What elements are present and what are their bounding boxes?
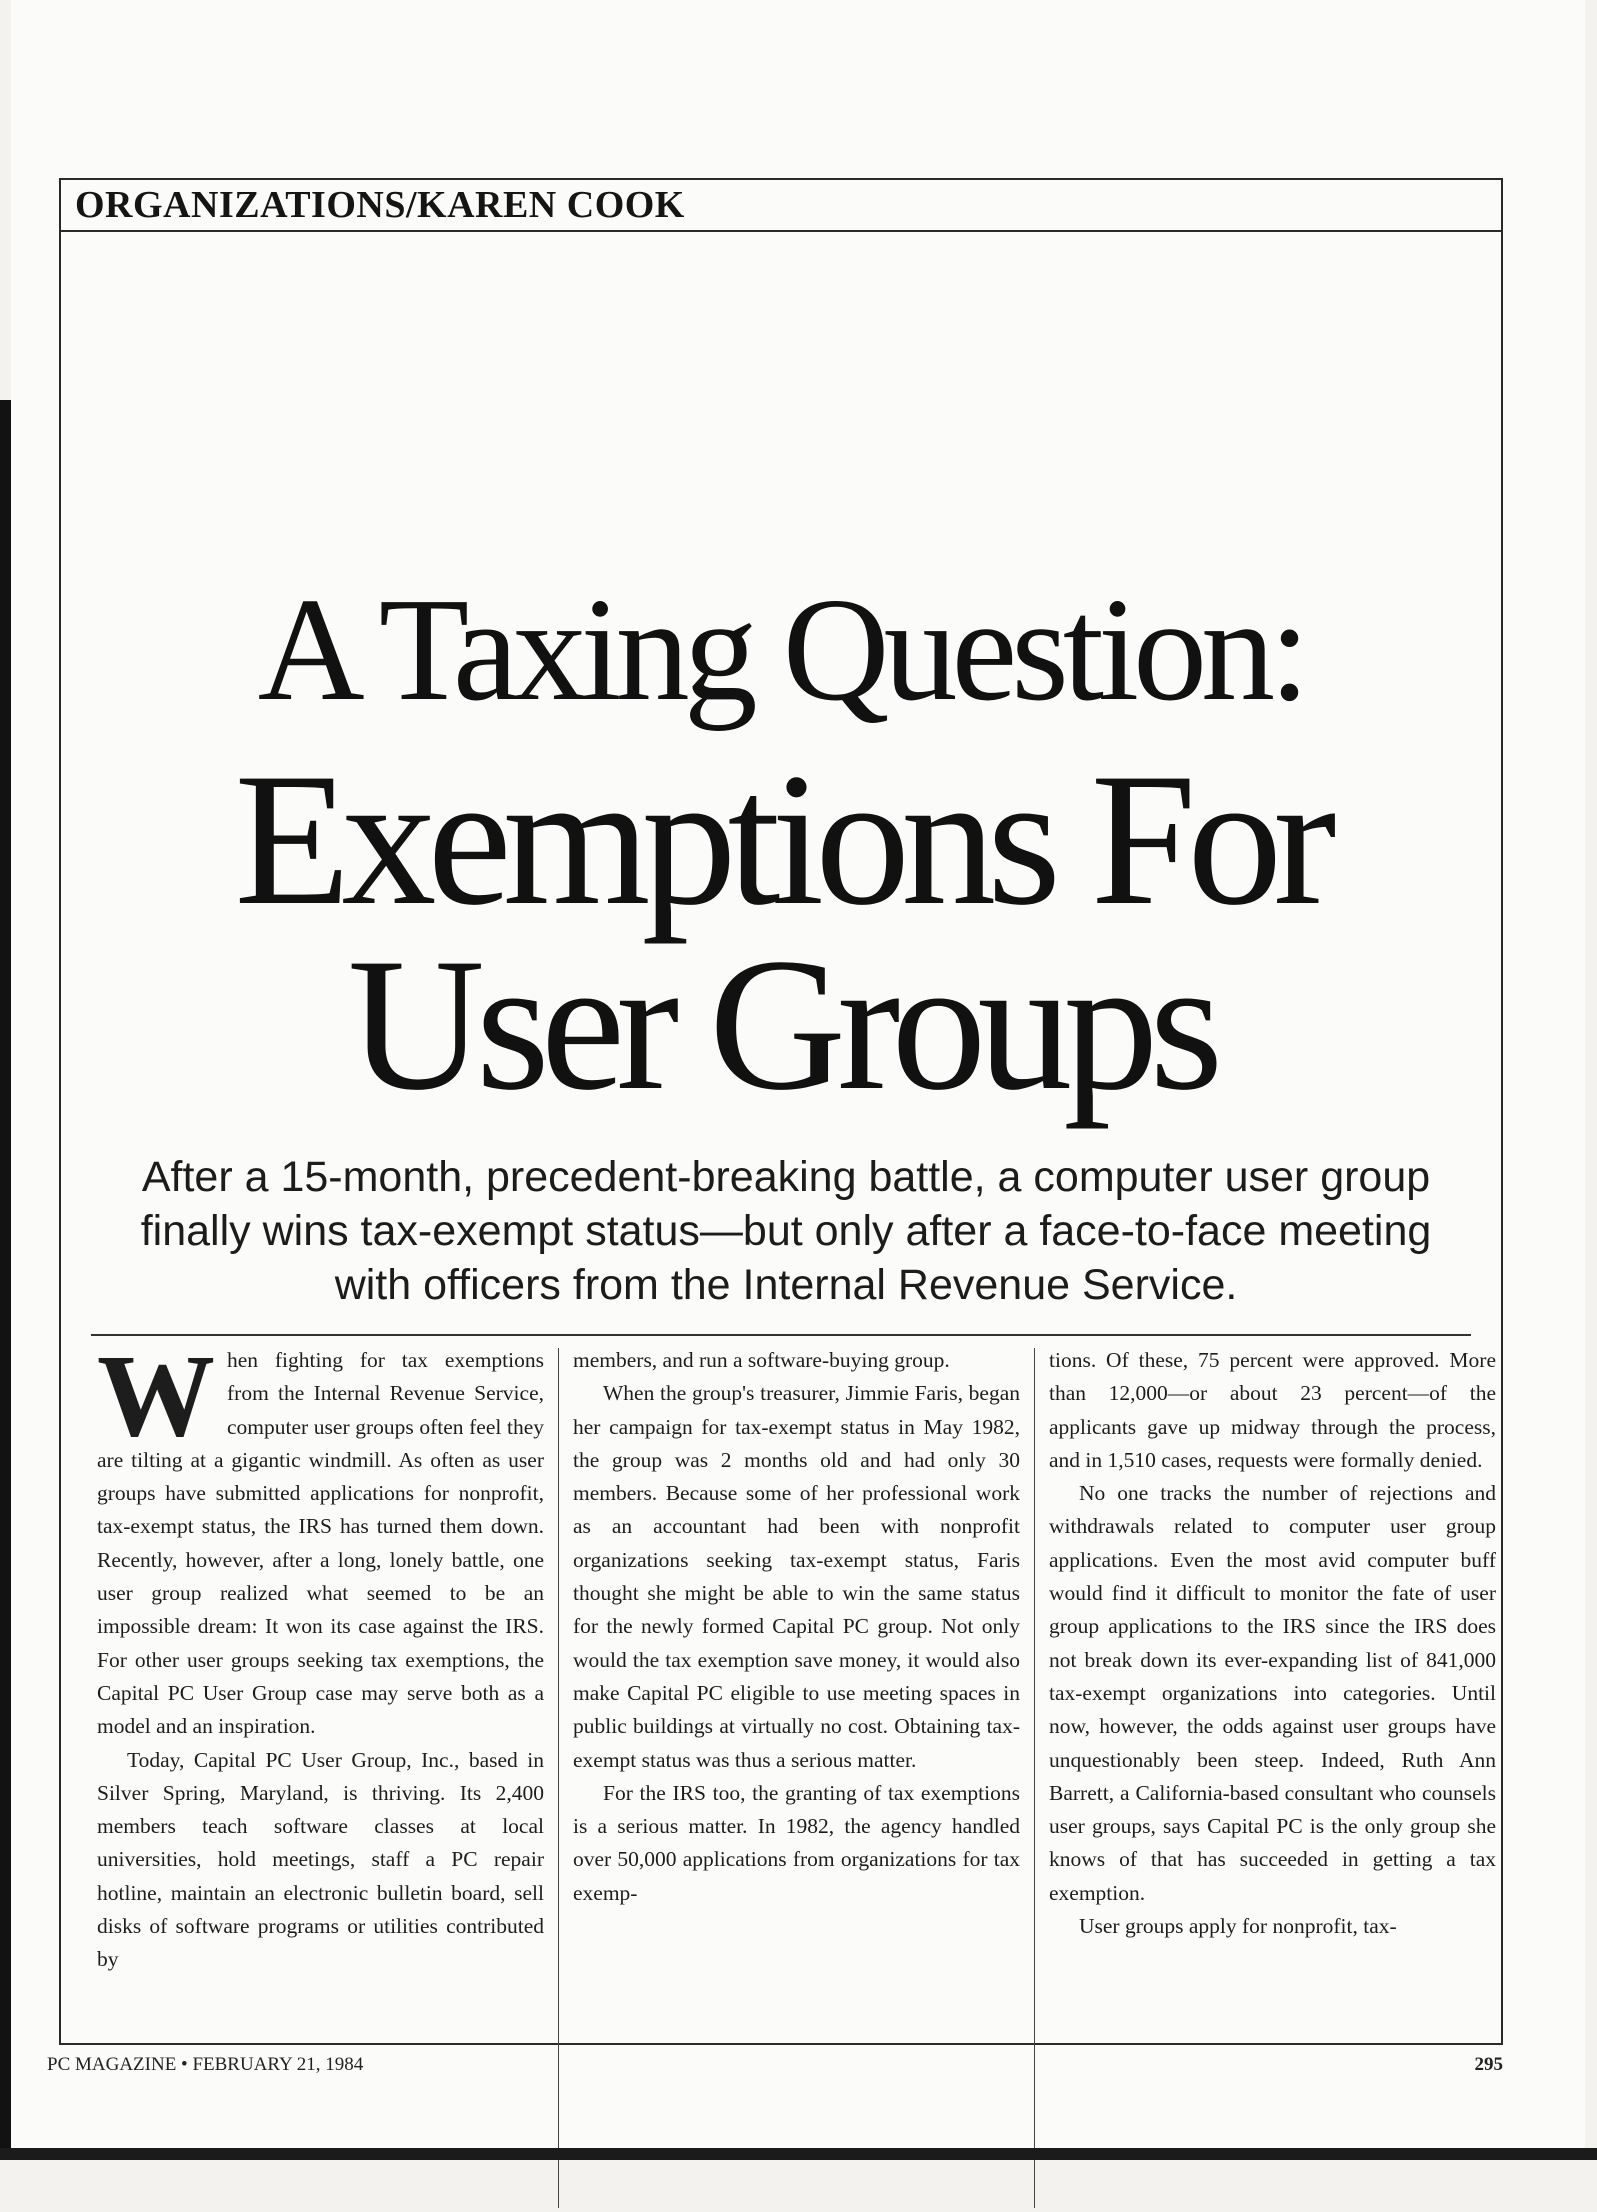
paragraph: Today, Capital PC User Group, Inc., based in Silver Spring, Maryland, is thriving. Its 2,400 members teach software classes at local universities, hold meetings, staff a PC repair hotline, maintain an electronic bulletin board, sell disks of software programs or utilities contributed by [97, 1747, 544, 1972]
headline-line-2: Exemptions For [234, 735, 1328, 945]
paragraph: User groups apply for nonprofit, tax- [1079, 1914, 1397, 1939]
body-column-2 [573, 1344, 1020, 2212]
paragraph: No one tracks the number of rejections and withdrawals related to computer user group applications. Even the most avid computer buff would find it difficult to monitor the fate of user group applications to the IRS since the IRS does not break down its ever-expanding list of 841,000 tax-exempt organizations into categories. Until now, however, the odds against user groups have unquestionably been steep. Indeed, Ruth Ann Barrett, a California-based consultant who counsels user groups, says Capital PC is the only group she knows of that has succeeded in getting a tax exemption. [1049, 1481, 1496, 1905]
paragraph: For the IRS too, the granting of tax exemptions is a serious matter. In 1982, the agency handled over 50,000 applications from organizations for tax exemp- [573, 1780, 1020, 1905]
page-number: 295 [1474, 2054, 1503, 2075]
magazine-page [11, 0, 1585, 2160]
body-column-3 [1049, 1344, 1496, 2212]
publication-line: PC MAGAZINE • FEBRUARY 21, 1984 [47, 2054, 364, 2075]
body-column-1 [97, 1344, 544, 2212]
paragraph: tions. Of these, 75 percent were approved. More than 12,000—or about 23 percent—of the applicants gave up midway through the process, and in 1,510 cases, requests were formally denied. [1049, 1348, 1496, 1472]
paragraph: When the group's treasurer, Jimmie Faris, began her campaign for tax-exempt status in May 1982, the group was 2 months old and had only 30 members. Because some of her professional work as an accountant had been with nonprofit organizations seeking tax-exempt status, Faris thought she might be able to win the same status for the newly formed Capital PC group. Not only would the tax exemption save money, it would also make Capital PC eligible to use meeting spaces in public buildings at virtually no cost. Obtaining tax-exempt status was thus a serious matter. [573, 1381, 1020, 1772]
paragraph-text: hen fighting for tax exemptions from the Internal Revenue Service, computer user groups often feel they are tilting at a gigantic windmill. As often as user groups have submitted applications for nonprofit, tax-exempt status, the IRS has turned them down. Recently, however, after a long, lonely battle, one user group realized what seemed to be an impossible dream: It won its case against the IRS. For other user groups seeking tax exemptions, the Capital PC User Group case may serve both as a model and an inspiration. [97, 1348, 544, 1739]
paragraph [97, 1344, 544, 1744]
paragraph: members, and run a software-buying group. [573, 1348, 950, 1372]
headline-line-1: A Taxing Question: [257, 568, 1305, 732]
drop-cap: W [97, 1344, 215, 1461]
scan-bottom-edge [0, 2148, 1597, 2160]
page-footer [47, 2050, 1503, 2080]
article-frame [59, 178, 1503, 2045]
headline-line-3: User Groups [347, 920, 1215, 1130]
page-binding-edge [0, 400, 11, 2160]
dek-divider [91, 1334, 1471, 1336]
article-dek: After a 15-month, precedent-breaking battle, a computer user group finally wins tax-exempt status—but only after a face-to-face meeting with officers from the Internal Revenue Service. [140, 1153, 1432, 1309]
section-rubric: ORGANIZATIONS/KAREN COOK [61, 180, 1501, 232]
